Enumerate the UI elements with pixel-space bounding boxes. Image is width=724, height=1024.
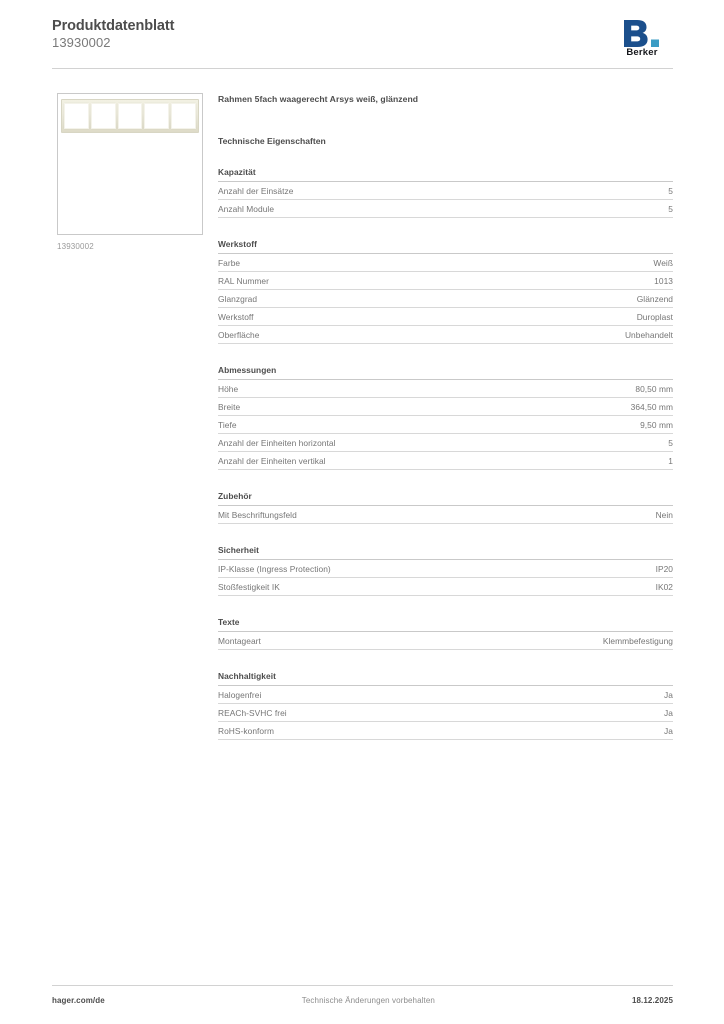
spec-value: 1013: [654, 275, 673, 286]
header-divider: [52, 68, 673, 69]
spec-value: Ja: [664, 689, 673, 700]
spec-value: Unbehandelt: [624, 329, 673, 340]
page-header: [52, 18, 673, 68]
spec-label: Oberfläche: [218, 329, 260, 340]
spec-value: 9,50 mm: [640, 419, 673, 430]
spec-row: [218, 416, 673, 434]
spec-label: IP-Klasse (Ingress Protection): [218, 563, 331, 574]
spec-row: [218, 290, 673, 308]
frame-cell: [171, 103, 196, 129]
spec-value: 364,50 mm: [630, 401, 673, 412]
spec-label: Anzahl der Einsätze: [218, 185, 294, 196]
spec-group-title: Werkstoff: [218, 239, 673, 254]
article-number: 13930002: [52, 35, 111, 50]
product-name: Rahmen 5fach waagerecht Arsys weiß, glänzend: [218, 94, 419, 104]
spec-row: [218, 722, 673, 740]
spec-row: [218, 182, 673, 200]
spec-row: [218, 398, 673, 416]
spec-label: Höhe: [218, 383, 239, 394]
spec-label: Anzahl Module: [218, 203, 275, 214]
spec-row: [218, 560, 673, 578]
spec-row: [218, 506, 673, 524]
page-title: Produktdatenblatt: [52, 18, 175, 34]
frame-cell: [64, 103, 89, 129]
product-image-caption: 13930002: [57, 242, 94, 251]
spec-value: Klemmbefestigung: [602, 635, 673, 646]
spec-row: [218, 326, 673, 344]
footer-divider: [52, 985, 673, 986]
spec-row: [218, 380, 673, 398]
spec-value: IK02: [655, 581, 673, 592]
spec-label: Werkstoff: [218, 311, 254, 322]
spec-value: Glänzend: [636, 293, 673, 304]
spec-row: [218, 686, 673, 704]
page-footer: [52, 996, 673, 1005]
spec-value: Weiß: [653, 257, 673, 268]
spec-row: [218, 272, 673, 290]
spec-label: Breite: [218, 401, 241, 412]
spec-group: [218, 617, 673, 650]
spec-group: [218, 671, 673, 740]
spec-group: [218, 545, 673, 596]
spec-value: 1: [668, 455, 673, 466]
berker-logo-mark-icon: [611, 18, 673, 48]
spec-group: [218, 365, 673, 470]
spec-label: Farbe: [218, 257, 241, 268]
technical-properties-heading: Technische Eigenschaften: [218, 136, 326, 146]
spec-value: 5: [668, 203, 673, 214]
product-frame-graphic: [61, 99, 199, 133]
spec-group-title: Nachhaltigkeit: [218, 671, 673, 686]
spec-label: Halogenfrei: [218, 689, 262, 700]
spec-label: Glanzgrad: [218, 293, 258, 304]
spec-row: [218, 578, 673, 596]
berker-logo: [611, 18, 673, 64]
frame-cell: [91, 103, 116, 129]
spec-row: [218, 254, 673, 272]
spec-value: IP20: [655, 563, 673, 574]
spec-label: Montageart: [218, 635, 261, 646]
spec-label: Anzahl der Einheiten vertikal: [218, 455, 326, 466]
spec-row: [218, 704, 673, 722]
footer-date: 18.12.2025: [631, 996, 673, 1005]
spec-row: [218, 200, 673, 218]
spec-value: Duroplast: [636, 311, 673, 322]
spec-group-title: Sicherheit: [218, 545, 673, 560]
frame-cell: [144, 103, 169, 129]
spec-label: Anzahl der Einheiten horizontal: [218, 437, 336, 448]
berker-wordmark: Berker: [626, 47, 658, 58]
specifications-column: [218, 93, 673, 740]
product-image: [57, 93, 203, 235]
spec-label: RoHS-konform: [218, 725, 274, 736]
spec-row: [218, 434, 673, 452]
spec-group-title: Abmessungen: [218, 365, 673, 380]
spec-row: [218, 308, 673, 326]
spec-label: RAL Nummer: [218, 275, 269, 286]
spec-groups: [218, 167, 673, 740]
spec-value: 80,50 mm: [635, 383, 673, 394]
spec-row: [218, 632, 673, 650]
spec-label: Mit Beschriftungsfeld: [218, 509, 297, 520]
spec-label: Tiefe: [218, 419, 237, 430]
spec-value: Nein: [655, 509, 673, 520]
spec-value: Ja: [664, 707, 673, 718]
spec-group-title: Zubehör: [218, 491, 673, 506]
spec-value: Ja: [664, 725, 673, 736]
spec-row: [218, 452, 673, 470]
spec-group-title: Texte: [218, 617, 673, 632]
frame-openings: [64, 103, 196, 129]
spec-value: 5: [668, 437, 673, 448]
spec-group-title: Kapazität: [218, 167, 673, 182]
spec-group: [218, 167, 673, 218]
spec-label: REACh-SVHC frei: [218, 707, 287, 718]
spec-label: Stoßfestigkeit IK: [218, 581, 280, 592]
frame-cell: [118, 103, 143, 129]
footer-disclaimer: Technische Änderungen vorbehalten: [301, 996, 435, 1005]
spec-group: [218, 239, 673, 344]
spec-value: 5: [668, 185, 673, 196]
footer-website[interactable]: hager.com/de: [52, 996, 105, 1005]
spec-group: [218, 491, 673, 524]
